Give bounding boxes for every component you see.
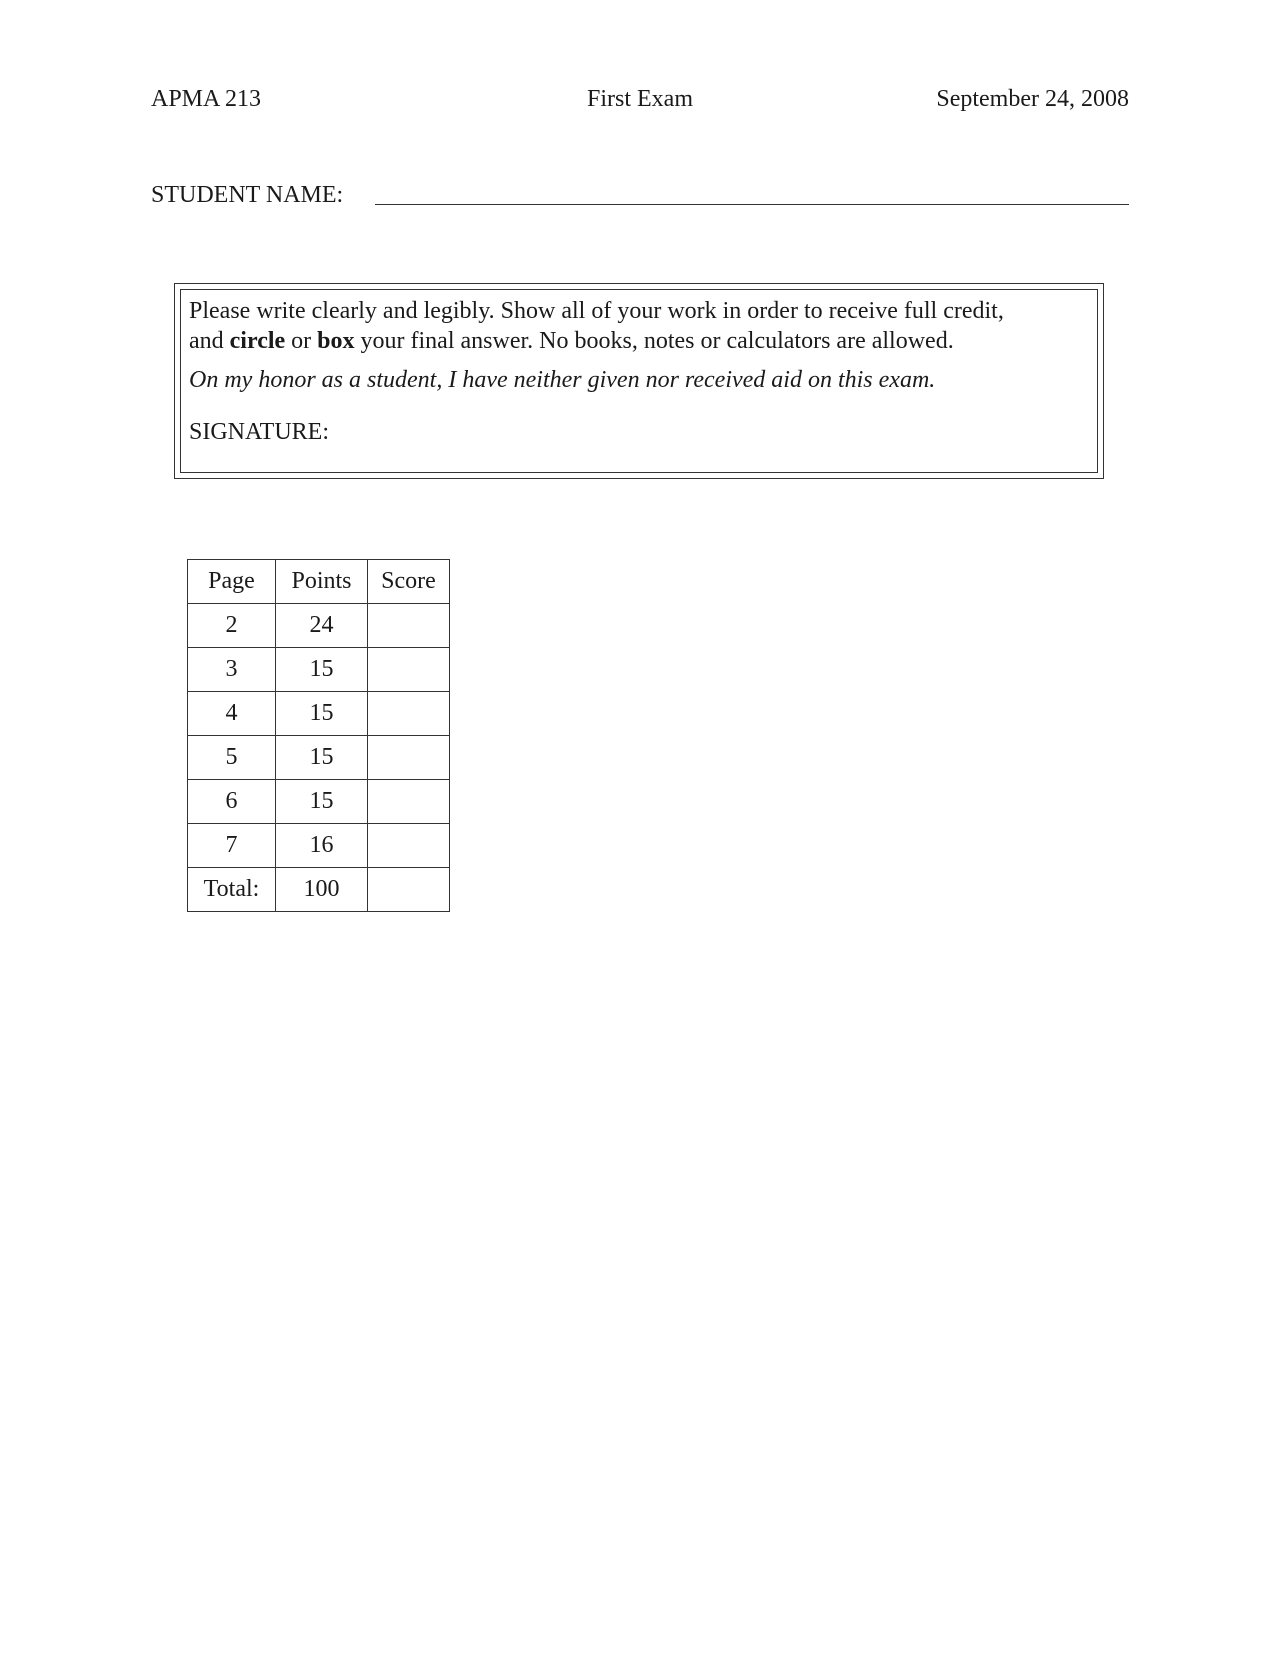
instructions-line-2b: or [285,328,318,354]
score-table [187,559,450,912]
instructions-circle: circle [229,328,286,354]
instructions-text [189,296,1093,356]
cell-points: 15 [276,692,368,736]
signature-label: SIGNATURE: [189,419,330,445]
table-header-row [188,560,450,604]
cell-score[interactable] [368,780,450,824]
cell-points: 16 [276,824,368,868]
table-row [188,692,450,736]
cell-page: 5 [188,736,276,780]
cell-score[interactable] [368,736,450,780]
exam-header [151,86,1129,116]
student-name-label: STUDENT NAME: [151,182,344,208]
header-score: Score [368,560,450,604]
table-row [188,604,450,648]
student-name-row [151,182,1129,214]
student-name-field[interactable] [375,204,1129,205]
cell-page: 4 [188,692,276,736]
instructions-line-2a: and [189,328,230,354]
header-page: Page [188,560,276,604]
total-label: Total: [188,868,276,912]
instructions-box [174,283,1104,479]
instructions-inner-box [180,289,1098,473]
course-name: APMA 213 [151,86,262,112]
table-total-row [188,868,450,912]
cell-points: 24 [276,604,368,648]
total-points: 100 [276,868,368,912]
table-row [188,780,450,824]
table-row [188,736,450,780]
cell-points: 15 [276,648,368,692]
cell-score[interactable] [368,692,450,736]
cell-points: 15 [276,736,368,780]
table-row [188,648,450,692]
cell-page: 3 [188,648,276,692]
exam-title: First Exam [587,86,693,112]
instructions-box-word: box [317,328,355,354]
table-row [188,824,450,868]
cell-page: 6 [188,780,276,824]
total-score[interactable] [368,868,450,912]
instructions-line-1: Please write clearly and legibly. Show all of your work in order to receive full credit, [189,298,1004,324]
cell-points: 15 [276,780,368,824]
instructions-line-2c: your final answer. No books, notes or calculators are allowed. [354,328,954,354]
cell-score[interactable] [368,824,450,868]
header-points: Points [276,560,368,604]
cell-page: 7 [188,824,276,868]
cell-score[interactable] [368,604,450,648]
honor-pledge: On my honor as a student, I have neither given nor received aid on this exam. [189,367,936,393]
cell-score[interactable] [368,648,450,692]
exam-date: September 24, 2008 [936,86,1129,112]
cell-page: 2 [188,604,276,648]
